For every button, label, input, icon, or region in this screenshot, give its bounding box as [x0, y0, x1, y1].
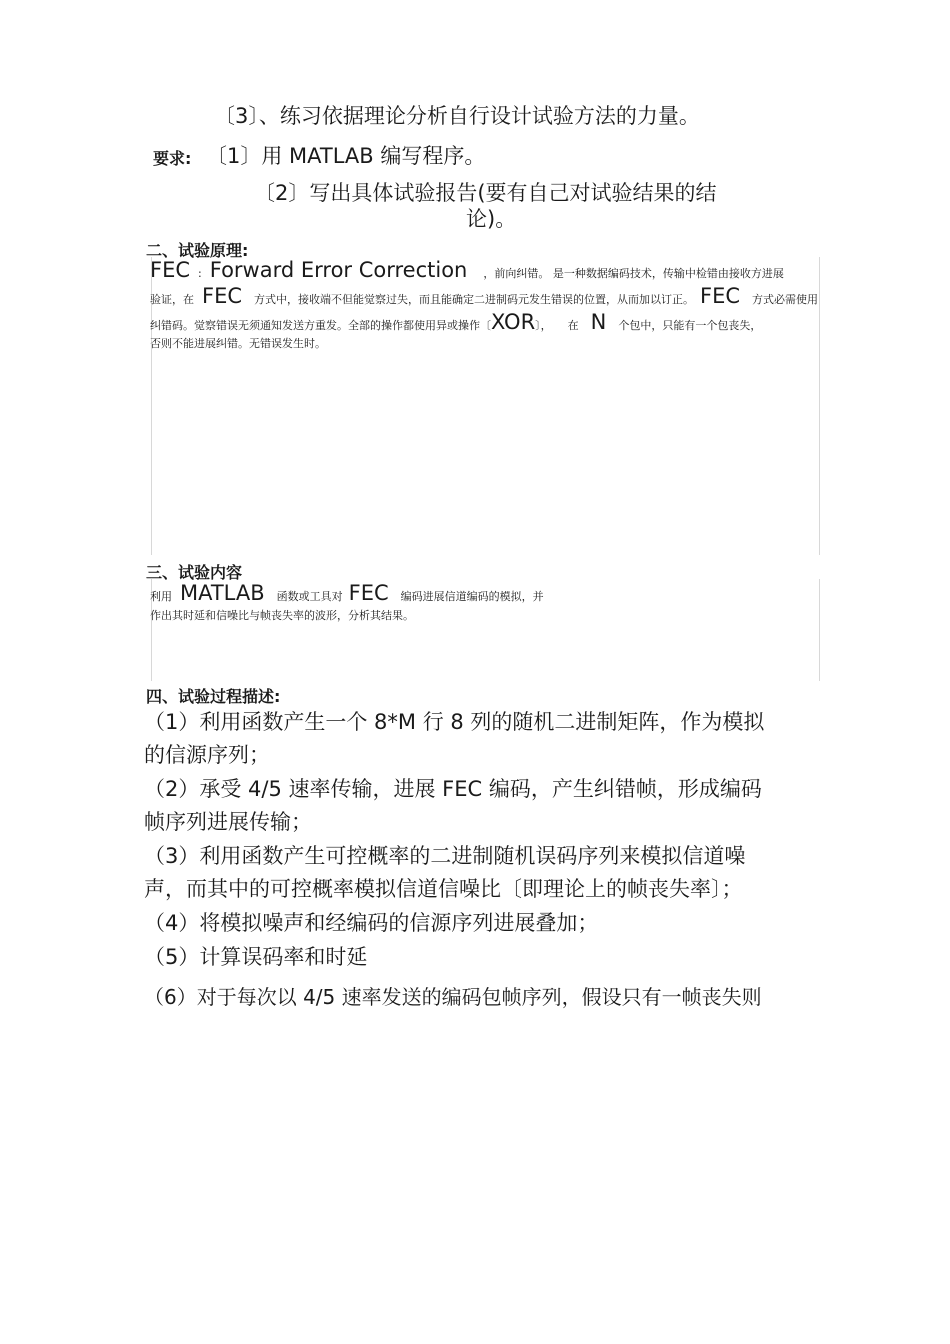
process-line: （2）承受 4/5 速率传输，进展 FEC 编码，产生纠错帧，形成编码	[144, 777, 762, 801]
principle-text-3a: 纠错码。觉察错误无须通知发送方重发。全部的操作都使用异或操作〔	[150, 319, 491, 332]
content-text-1a: 利用	[150, 590, 172, 603]
principle-heading: 二、试验原理:	[146, 241, 249, 260]
n-term: N	[590, 310, 607, 334]
requirement-item-1: 〔1〕用 MATLAB 编写程序。	[206, 144, 486, 168]
content-text-1c: 编码进展信道编码的模拟，并	[400, 590, 544, 603]
content-heading: 三、试验内容	[146, 563, 243, 582]
process-line: 声，而其中的可控概率模拟信道信噪比〔即理论上的帧丧失率〕；	[144, 877, 743, 901]
fec-term: FEC	[348, 581, 389, 605]
principle-text-2b: 方式中，接收端不但能觉察过失，而且能确定二进制码元发生错误的位置，从而加以订正。	[254, 293, 695, 306]
principle-text-3c: 在	[567, 319, 579, 332]
objective-item-3: 〔3〕、练习依据理论分析自行设计试验方法的力量。	[214, 104, 700, 128]
process-line: （3）利用函数产生可控概率的二进制随机误码序列来模拟信道噪	[144, 844, 746, 868]
colon: :	[198, 267, 202, 280]
requirement-item-2-line-1: 〔2〕写出具体试验报告(要有自己对试验结果的结	[254, 181, 717, 205]
xor-term: XOR	[491, 310, 536, 334]
process-line: （6）对于每次以 4/5 速率发送的编码包帧序列，假设只有一帧丧失则	[144, 985, 762, 1009]
fec-term: FEC	[202, 284, 243, 308]
fec-full-name: Forward Error Correction	[209, 258, 468, 282]
principle-line-3	[150, 310, 761, 334]
principle-line-2	[150, 284, 818, 308]
principle-line-1	[150, 258, 784, 282]
process-line: （1）利用函数产生一个 8*M 行 8 列的随机二进制矩阵，作为模拟	[144, 710, 765, 734]
principle-text-2c: 方式必需使用	[752, 293, 819, 306]
principle-text-3b: 〕，	[535, 319, 552, 332]
principle-text-1: ，前向纠错。 是一种数据编码技术，传输中检错由接收方进展	[483, 267, 784, 280]
principle-text-2a: 验证，在	[150, 293, 194, 306]
principle-line-4: 否则不能进展纠错。无错误发生时。	[150, 337, 326, 350]
requirement-item-2-line-2: 论)。	[466, 207, 517, 231]
fec-term: FEC	[700, 284, 741, 308]
requirements-label: 要求:	[153, 149, 192, 168]
fec-term: FEC	[150, 258, 191, 282]
content-line-2: 作出其时延和信噪比与帧丧失率的波形，分析其结果。	[150, 609, 414, 622]
principle-text-3d: 个包中，只能有一个包丧失，	[618, 319, 762, 332]
matlab-term: MATLAB	[180, 581, 265, 605]
process-heading: 四、试验过程描述:	[146, 687, 281, 706]
content-text-1b: 函数或工具对	[276, 590, 343, 603]
process-line: 帧序列进展传输；	[144, 810, 312, 834]
process-line: （4）将模拟噪声和经编码的信源序列进展叠加；	[144, 911, 599, 935]
process-line: （5）计算误码率和时延	[144, 945, 368, 969]
process-line: 的信源序列；	[144, 743, 270, 767]
content-line-1	[150, 581, 544, 605]
